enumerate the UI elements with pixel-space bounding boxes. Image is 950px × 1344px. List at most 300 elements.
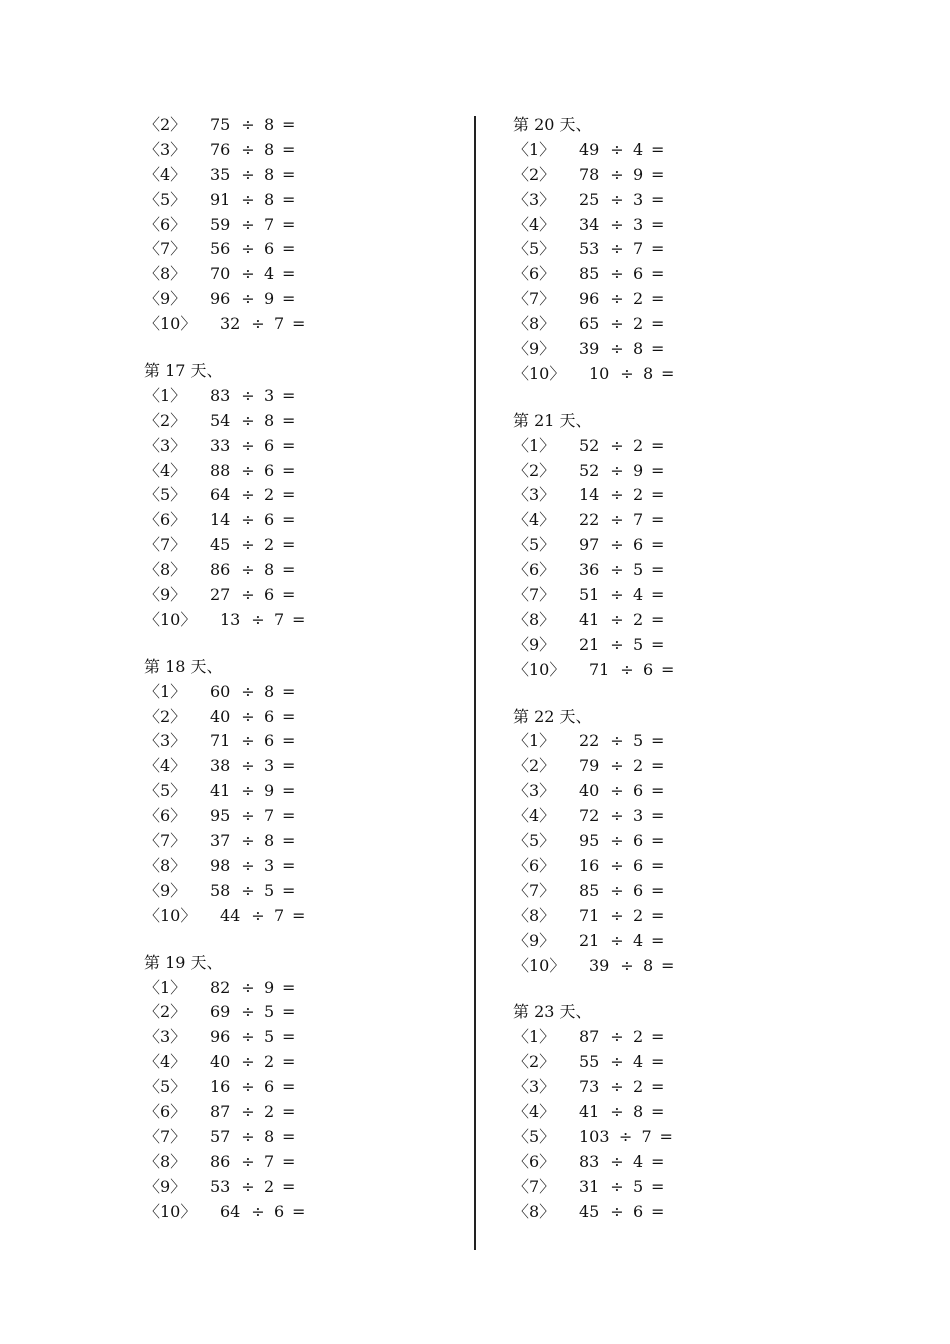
divide-sign: ÷: [610, 139, 624, 159]
divide-sign: ÷: [241, 189, 255, 209]
divisor: 9: [264, 289, 275, 309]
divisor: 2: [633, 609, 644, 629]
left-column: [144, 113, 444, 1224]
dividend: 53: [210, 1176, 231, 1196]
problem-index: 〈5〉: [144, 189, 187, 209]
divide-sign: ÷: [620, 955, 634, 975]
equals-sign: =: [651, 1101, 665, 1121]
divide-sign: ÷: [610, 435, 624, 455]
division-expression: [210, 262, 296, 287]
divisor: 9: [633, 164, 644, 184]
problem-index: 〈1〉: [513, 435, 556, 455]
problem-row: [513, 1075, 813, 1100]
problem-index: 〈8〉: [144, 855, 187, 875]
equals-sign: =: [282, 385, 296, 405]
division-expression: [210, 459, 296, 484]
divide-sign: ÷: [610, 806, 624, 826]
divisor: 8: [633, 339, 644, 359]
division-expression: [579, 508, 665, 533]
problem-index: 〈8〉: [144, 1151, 187, 1171]
day-heading: 第 20 天、: [513, 115, 592, 134]
problem-index: 〈2〉: [144, 115, 187, 134]
problem-index: 〈2〉: [513, 460, 556, 480]
divide-sign: ÷: [610, 289, 624, 309]
division-expression: [579, 1075, 665, 1100]
equals-sign: =: [651, 585, 665, 605]
day-heading: 第 22 天、: [513, 706, 592, 726]
problem-row: [144, 879, 444, 904]
divide-sign: ÷: [251, 1201, 265, 1221]
problem-row: [513, 658, 813, 683]
problem-row: [513, 262, 813, 287]
problem-index: 〈4〉: [513, 214, 556, 234]
divide-sign: ÷: [610, 264, 624, 284]
divide-sign: ÷: [241, 385, 255, 405]
divide-sign: ÷: [241, 756, 255, 776]
divisor: 5: [633, 634, 644, 654]
right-column: [513, 113, 813, 1224]
problem-index: 〈7〉: [513, 880, 556, 900]
divisor: 6: [633, 781, 644, 801]
dividend: 32: [220, 314, 241, 334]
problem-index: 〈3〉: [144, 1027, 187, 1047]
divisor: 9: [264, 781, 275, 801]
division-expression: [579, 608, 665, 633]
division-expression: [579, 779, 665, 804]
division-expression: [579, 188, 665, 213]
dividend: 22: [579, 731, 600, 751]
problem-row: [513, 1150, 813, 1175]
problem-row: [144, 1200, 444, 1225]
divide-sign: ÷: [610, 460, 624, 480]
divisor: 7: [264, 806, 275, 826]
problem-row: [144, 138, 444, 163]
problem-index: 〈6〉: [144, 510, 187, 530]
divisor: 4: [633, 1052, 644, 1072]
problem-row: [144, 608, 444, 633]
dividend: 41: [210, 781, 231, 801]
divide-sign: ÷: [241, 781, 255, 801]
divide-sign: ÷: [241, 510, 255, 530]
divide-sign: ÷: [241, 1176, 255, 1196]
equals-sign: =: [282, 289, 296, 309]
divide-sign: ÷: [241, 115, 255, 134]
problem-index: 〈9〉: [513, 339, 556, 359]
divisor: 6: [264, 706, 275, 726]
divide-sign: ÷: [241, 239, 255, 259]
division-expression: [579, 483, 665, 508]
divisor: 5: [633, 1176, 644, 1196]
dividend: 95: [579, 831, 600, 851]
day-heading: 第 17 天、: [144, 361, 223, 381]
divisor: 4: [633, 585, 644, 605]
dividend: 86: [210, 560, 231, 580]
problem-row: [144, 188, 444, 213]
day-heading: 第 19 天、: [144, 952, 223, 972]
section-gap: [144, 337, 444, 359]
divisor: 8: [264, 115, 275, 134]
division-expression: [579, 533, 665, 558]
dividend: 76: [210, 139, 231, 159]
dividend: 95: [210, 806, 231, 826]
problem-row: [144, 680, 444, 705]
divide-sign: ÷: [610, 930, 624, 950]
divide-sign: ÷: [610, 634, 624, 654]
dividend: 60: [210, 681, 231, 701]
divide-sign: ÷: [241, 681, 255, 701]
divide-sign: ÷: [241, 214, 255, 234]
divide-sign: ÷: [610, 781, 624, 801]
equals-sign: =: [651, 189, 665, 209]
divisor: 4: [633, 139, 644, 159]
problem-index: 〈10〉: [144, 905, 197, 925]
problem-row: [513, 904, 813, 929]
equals-sign: =: [651, 634, 665, 654]
divisor: 5: [264, 1027, 275, 1047]
problem-row: [144, 1000, 444, 1025]
divide-sign: ÷: [610, 585, 624, 605]
division-expression: [579, 754, 665, 779]
division-expression: [210, 680, 296, 705]
problem-row: [513, 459, 813, 484]
division-expression: [210, 508, 296, 533]
divide-sign: ÷: [241, 485, 255, 505]
divide-sign: ÷: [610, 1201, 624, 1221]
problem-row: [144, 804, 444, 829]
division-expression: [210, 213, 296, 238]
divisor: 2: [633, 485, 644, 505]
divisor: 4: [633, 930, 644, 950]
dividend: 45: [579, 1201, 600, 1221]
divisor: 8: [264, 1126, 275, 1146]
division-expression: [210, 1025, 296, 1050]
problem-index: 〈1〉: [513, 731, 556, 751]
division-expression: [579, 262, 665, 287]
problem-row: [513, 1050, 813, 1075]
divisor: 6: [264, 239, 275, 259]
problem-index: 〈6〉: [144, 806, 187, 826]
division-expression: [579, 729, 665, 754]
problem-index: 〈5〉: [513, 239, 556, 259]
dividend: 85: [579, 264, 600, 284]
equals-sign: =: [282, 855, 296, 875]
divide-sign: ÷: [610, 1052, 624, 1072]
divide-sign: ÷: [241, 880, 255, 900]
divide-sign: ÷: [241, 1052, 255, 1072]
problem-index: 〈10〉: [144, 1201, 197, 1221]
divide-sign: ÷: [610, 239, 624, 259]
problem-row: [513, 929, 813, 954]
problem-row: [513, 163, 813, 188]
equals-sign: =: [651, 485, 665, 505]
problem-row: [513, 829, 813, 854]
problem-index: 〈5〉: [144, 1077, 187, 1097]
divide-sign: ÷: [241, 560, 255, 580]
equals-sign: =: [651, 560, 665, 580]
division-expression: [579, 237, 665, 262]
problem-index: 〈8〉: [144, 264, 187, 284]
dividend: 16: [579, 855, 600, 875]
dividend: 64: [220, 1201, 241, 1221]
problem-row: [144, 533, 444, 558]
division-expression: [210, 1175, 296, 1200]
divisor: 3: [633, 214, 644, 234]
divisor: 8: [264, 410, 275, 430]
divisor: 2: [264, 1101, 275, 1121]
problem-index: 〈7〉: [144, 535, 187, 555]
dividend: 14: [210, 510, 231, 530]
divisor: 7: [633, 239, 644, 259]
problem-row: [513, 533, 813, 558]
divide-sign: ÷: [610, 485, 624, 505]
divisor: 6: [264, 731, 275, 751]
division-expression: [579, 804, 665, 829]
section-gap: [513, 683, 813, 705]
dividend: 21: [579, 930, 600, 950]
problem-row: [144, 779, 444, 804]
dividend: 45: [210, 535, 231, 555]
dividend: 96: [210, 289, 231, 309]
problem-row: [513, 188, 813, 213]
dividend: 35: [210, 164, 231, 184]
problem-index: 〈7〉: [513, 1176, 556, 1196]
problem-row: [513, 287, 813, 312]
dividend: 57: [210, 1126, 231, 1146]
divide-sign: ÷: [241, 410, 255, 430]
dividend: 40: [210, 1052, 231, 1072]
divisor: 2: [633, 756, 644, 776]
divide-sign: ÷: [241, 706, 255, 726]
problem-row: [513, 138, 813, 163]
division-expression: [210, 384, 296, 409]
divide-sign: ÷: [610, 189, 624, 209]
division-expression: [210, 1075, 296, 1100]
problem-index: 〈9〉: [513, 634, 556, 654]
dividend: 39: [579, 339, 600, 359]
divisor: 9: [264, 977, 275, 997]
dividend: 44: [220, 905, 241, 925]
equals-sign: =: [282, 831, 296, 851]
problem-row: [144, 1050, 444, 1075]
divisor: 3: [633, 806, 644, 826]
equals-sign: =: [651, 139, 665, 159]
dividend: 52: [579, 435, 600, 455]
dividend: 87: [210, 1101, 231, 1121]
dividend: 83: [579, 1151, 600, 1171]
equals-sign: =: [282, 806, 296, 826]
problem-row: [144, 113, 444, 138]
problem-row: [144, 976, 444, 1001]
division-expression: [210, 754, 296, 779]
problem-row: [513, 213, 813, 238]
dividend: 71: [589, 659, 610, 679]
problem-row: [513, 434, 813, 459]
problem-row: [513, 1200, 813, 1225]
problem-row: [144, 312, 444, 337]
dividend: 96: [210, 1027, 231, 1047]
division-expression: [579, 1175, 665, 1200]
equals-sign: =: [651, 435, 665, 455]
division-expression: [210, 409, 296, 434]
dividend: 71: [210, 731, 231, 751]
divide-sign: ÷: [610, 855, 624, 875]
divide-sign: ÷: [241, 139, 255, 159]
equals-sign: =: [651, 239, 665, 259]
problem-row: [513, 729, 813, 754]
divide-sign: ÷: [241, 1002, 255, 1022]
dividend: 10: [589, 363, 610, 383]
dividend: 96: [579, 289, 600, 309]
equals-sign: =: [651, 1176, 665, 1196]
problem-index: 〈2〉: [513, 164, 556, 184]
problem-row: [144, 213, 444, 238]
problem-index: 〈5〉: [513, 1126, 556, 1146]
divide-sign: ÷: [610, 609, 624, 629]
divisor: 2: [633, 905, 644, 925]
equals-sign: =: [651, 164, 665, 184]
equals-sign: =: [282, 1027, 296, 1047]
equals-sign: =: [651, 806, 665, 826]
division-expression: [210, 113, 296, 138]
equals-sign: =: [282, 1101, 296, 1121]
division-expression: [589, 362, 675, 387]
division-expression: [579, 929, 665, 954]
problem-index: 〈1〉: [513, 1027, 556, 1047]
dividend: 97: [579, 535, 600, 555]
divisor: 3: [264, 756, 275, 776]
divisor: 2: [633, 435, 644, 455]
division-expression: [210, 1125, 296, 1150]
problem-row: [144, 754, 444, 779]
dividend: 39: [589, 955, 610, 975]
divide-sign: ÷: [241, 585, 255, 605]
divide-sign: ÷: [610, 1027, 624, 1047]
divide-sign: ÷: [241, 1126, 255, 1146]
division-expression: [579, 829, 665, 854]
division-expression: [579, 558, 665, 583]
divisor: 2: [633, 1077, 644, 1097]
equals-sign: =: [651, 1201, 665, 1221]
divisor: 6: [264, 585, 275, 605]
dividend: 87: [579, 1027, 600, 1047]
division-expression: [210, 804, 296, 829]
column-divider: [474, 116, 476, 1250]
problem-index: 〈1〉: [144, 385, 187, 405]
problem-index: 〈10〉: [513, 363, 566, 383]
dividend: 14: [579, 485, 600, 505]
equals-sign: =: [651, 289, 665, 309]
problem-row: [144, 1075, 444, 1100]
dividend: 72: [579, 806, 600, 826]
divisor: 8: [264, 189, 275, 209]
division-expression: [579, 434, 665, 459]
equals-sign: =: [651, 855, 665, 875]
dividend: 59: [210, 214, 231, 234]
division-expression: [589, 954, 675, 979]
divide-sign: ÷: [241, 435, 255, 455]
problem-index: 〈2〉: [144, 410, 187, 430]
equals-sign: =: [282, 681, 296, 701]
division-expression: [210, 558, 296, 583]
divisor: 2: [264, 1052, 275, 1072]
divisor: 7: [264, 1151, 275, 1171]
equals-sign: =: [282, 560, 296, 580]
section-gap: [144, 633, 444, 655]
equals-sign: =: [282, 1126, 296, 1146]
division-expression: [210, 287, 296, 312]
equals-sign: =: [661, 955, 675, 975]
divide-sign: ÷: [241, 1151, 255, 1171]
problem-row: [513, 779, 813, 804]
problem-row: [513, 1125, 813, 1150]
division-expression: [210, 1050, 296, 1075]
divide-sign: ÷: [241, 264, 255, 284]
dividend: 13: [220, 609, 241, 629]
divide-sign: ÷: [241, 1101, 255, 1121]
divisor: 5: [264, 1002, 275, 1022]
problem-row: [144, 854, 444, 879]
division-expression: [210, 483, 296, 508]
divide-sign: ÷: [241, 1077, 255, 1097]
divide-sign: ÷: [241, 460, 255, 480]
problem-row: [513, 633, 813, 658]
divide-sign: ÷: [610, 535, 624, 555]
division-expression: [579, 583, 665, 608]
dividend: 83: [210, 385, 231, 405]
equals-sign: =: [292, 609, 306, 629]
equals-sign: =: [651, 264, 665, 284]
problem-index: 〈3〉: [144, 139, 187, 159]
division-expression: [579, 879, 665, 904]
equals-sign: =: [651, 781, 665, 801]
dividend: 37: [210, 831, 231, 851]
divide-sign: ÷: [620, 363, 634, 383]
problem-row: [144, 434, 444, 459]
problem-index: 〈7〉: [144, 1126, 187, 1146]
equals-sign: =: [282, 189, 296, 209]
dividend: 25: [579, 189, 600, 209]
division-expression: [210, 829, 296, 854]
problem-index: 〈10〉: [144, 314, 197, 334]
dividend: 71: [579, 905, 600, 925]
divide-sign: ÷: [610, 1176, 624, 1196]
problem-index: 〈8〉: [144, 560, 187, 580]
divisor: 3: [633, 189, 644, 209]
equals-sign: =: [282, 585, 296, 605]
divisor: 6: [643, 659, 654, 679]
dividend: 103: [579, 1126, 610, 1146]
problem-index: 〈10〉: [144, 609, 197, 629]
problem-index: 〈4〉: [144, 460, 187, 480]
division-expression: [210, 138, 296, 163]
dividend: 85: [579, 880, 600, 900]
divide-sign: ÷: [610, 905, 624, 925]
equals-sign: =: [292, 314, 306, 334]
division-expression: [210, 188, 296, 213]
dividend: 22: [579, 510, 600, 530]
divide-sign: ÷: [241, 164, 255, 184]
divide-sign: ÷: [241, 535, 255, 555]
divisor: 3: [264, 855, 275, 875]
division-expression: [579, 312, 665, 337]
divide-sign: ÷: [610, 339, 624, 359]
problem-row: [513, 1175, 813, 1200]
equals-sign: =: [282, 977, 296, 997]
divisor: 8: [264, 139, 275, 159]
divisor: 8: [643, 363, 654, 383]
divide-sign: ÷: [618, 1126, 633, 1146]
equals-sign: =: [282, 1002, 296, 1022]
